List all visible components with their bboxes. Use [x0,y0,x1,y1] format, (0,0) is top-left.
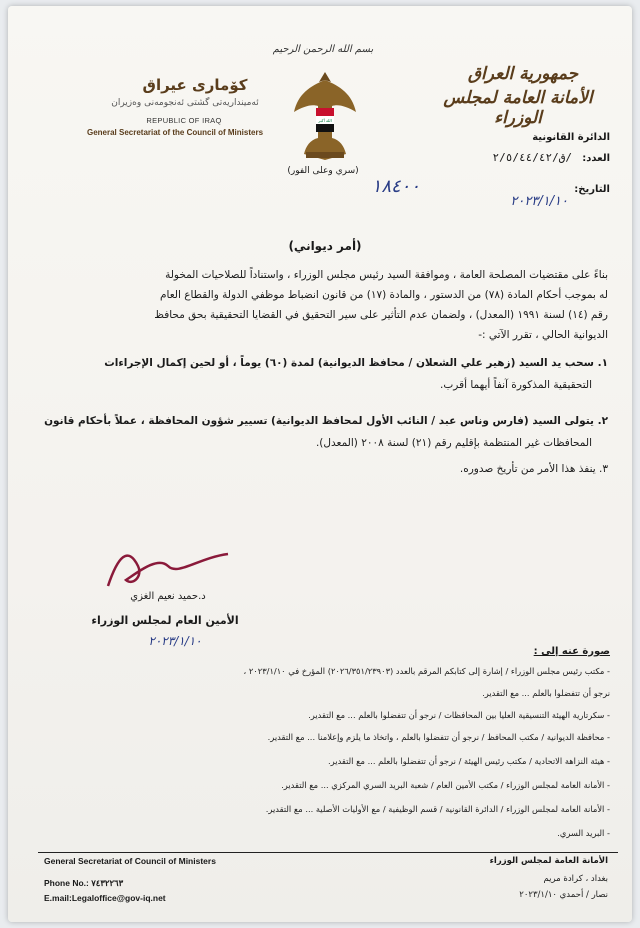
footer-phone: Phone No.: ٧٤٣٢٢٦٣ [44,878,124,888]
handwritten-number: ١٨٤٠٠ [371,176,420,197]
cc-item: - الأمانة العامة لمجلس الوزراء / الدائرة القانونية / قسم الوظيفية / مع الأوليات الأصلية ... مع التقدير. [265,804,610,814]
order-item-2-cont: المحافظات غير المنتظمة بإقليم رقم (٢١) لسنة ٢٠٠٨ (المعدل). [315,437,592,449]
document-title: (أمر ديواني) [288,239,362,253]
signer-name: د.حميد نعيم الغزي [130,591,206,602]
date-label: التاريخ: [574,184,610,195]
document-page [8,6,632,922]
order-item-1-cont: التحقيقية المذكورة آنفاً أيهما أقرب. [440,379,592,391]
republic-english: REPUBLIC OF IRAQ [146,116,222,125]
order-item-1: ١. سحب يد السيد (زهير علي الشعلان / محافظ الديوانية) لمدة (٦٠) يوماً ، أو لحين إكمال الإجراءات [104,357,608,369]
footer-divider [38,852,618,853]
cc-item: - البريد السري. [557,828,610,838]
basmala: بسم الله الرحمن الرحيم [272,44,374,55]
cc-item: - محافظة الديوانية / مكتب المحافظ / نرجو أن تتفضلوا بالعلم ، واتخاذ ما يلزم وإعلامنا ... مع التقدير. [267,732,610,742]
order-item-3: ٣. ينفذ هذا الأمر من تأريخ صدوره. [459,463,608,475]
department-label: الدائرة القانونية [532,132,610,143]
secretariat-english: General Secretariat of the Council of Ministers [86,128,264,137]
signer-title: الأمين العام لمجلس الوزراء [91,614,239,627]
body-paragraph-line: له بموجب أحكام المادة (٧٨) من الدستور ، والمادة (١٧) من قانون انضباط موظفي الدولة والقطاع العام [160,289,608,301]
arabic-header-line2: الأمانة العامة لمجلس الوزراء [443,88,593,128]
secret-tag: (سري وعلى الفور) [287,166,359,176]
footer-address: بغداد ، كرادة مريم [543,874,608,884]
kurdish-header-subtitle: ئه‌مینداریه‌تی گشتی ئه‌نجومه‌نی وه‌زیران [111,98,259,108]
footer-date: نصار / أحمدي ٢٠٢٣/١/١٠ [519,890,608,900]
order-item-2: ٢. يتولى السيد (فارس وناس عبد / النائب الأول لمحافظ الديوانية) تسيير شؤون المحافظة ، عملاً بأحكام قانون [44,415,608,427]
cc-item: - سكرتارية الهيئة التنسيقية العليا بين المحافظات / نرجو أن تتفضلوا بالعلم ... مع التقدير. [308,710,610,720]
cc-item: - مكتب رئيس مجلس الوزراء / إشارة إلى كتابكم المرقم بالعدد (٢٠٢٦/٣٥١/٢٣٩٠٣) المؤرخ في ٢٠٢٣/١/١٠ ، [243,666,610,676]
signature-date: ٢٠٢٣/١/١٠ [148,634,202,648]
signature-scribble-icon [98,536,238,596]
kurdish-header-title: كۆماری عیراق [142,76,248,94]
body-paragraph-line: رقم (١٤) لسنة ١٩٩١ (المعدل) ، ولضمان عدم التأثير على سير التحقيق في القضايا التحقيقية بحق محافظ [154,309,608,321]
footer-english-title: General Secretariat of Council of Ministers [44,856,216,866]
cc-item: - هيئة النزاهة الاتحادية / مكتب رئيس الهيئة / نرجو أن تتفضلوا بالعلم ... مع التقدير. [328,756,610,766]
cc-item: نرجو أن تتفضلوا بالعلم ... مع التقدير. [482,688,610,698]
footer-arabic-title: الأمانة العامة لمجلس الوزراء [489,856,608,866]
handwritten-date: ٢٠٢٣/١/١٠ [510,194,568,209]
body-paragraph-line: الديوانية الحالي ، تقرر الآتي :- [478,329,608,341]
body-paragraph-line: بناءً على مقتضيات المصلحة العامة ، وموافقة السيد رئيس مجلس الوزراء ، واستناداً للصلاحيات المخولة [165,269,608,281]
iraq-eagle-emblem-icon [290,68,360,164]
number-value: ق/٢/٥/٤٤/٤٢/ [492,151,572,164]
svg-text:الله أكبر: الله أكبر [318,118,332,123]
cc-item: - الأمانة العامة لمجلس الوزراء / مكتب الأمين العام / شعبة البريد السري المركزي ... مع التقدير. [281,780,610,790]
number-label: العدد: [582,153,610,164]
arabic-header-line1: جمهورية العراق [467,64,579,84]
footer-email: E.mail:Legaloffice@gov-iq.net [44,893,166,903]
cc-heading: صورة عنه إلى : [533,646,610,657]
